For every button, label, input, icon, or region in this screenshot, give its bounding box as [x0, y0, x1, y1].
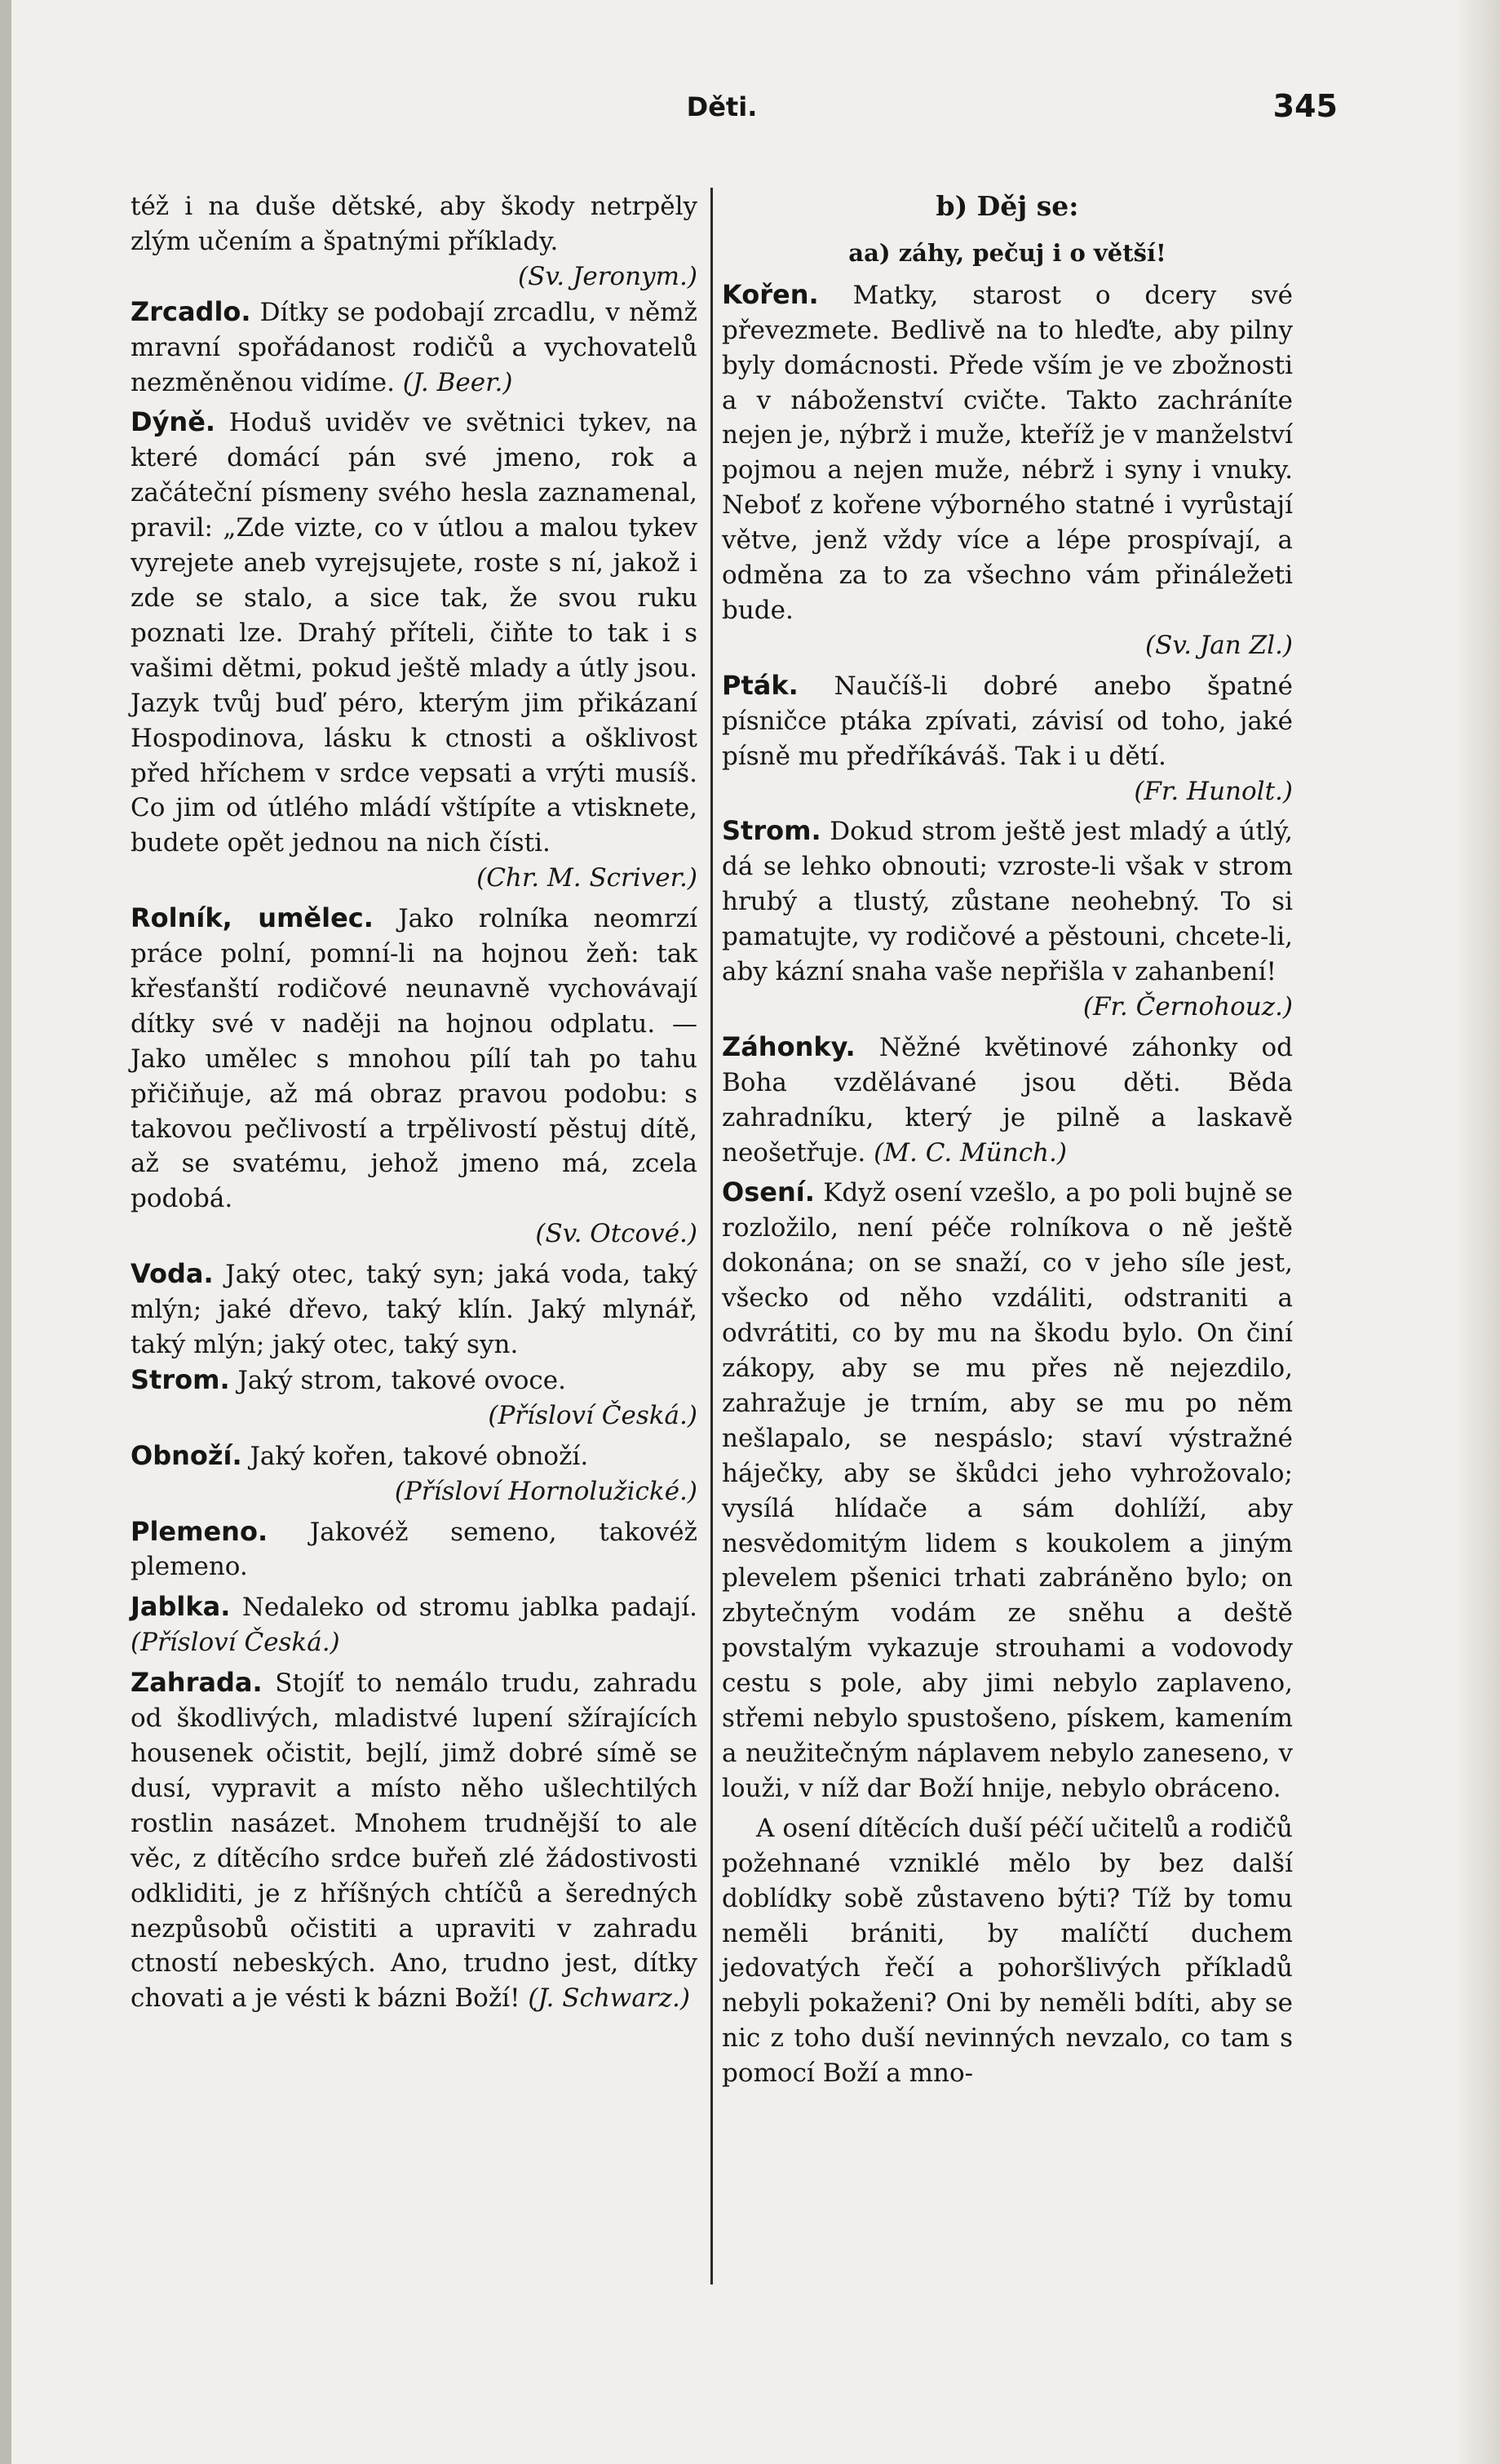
entry-text: Matky, starost o dcery své převezmete. Bedlivě na to hleďte, aby pilny byly domácnosti. Přede vším je ve zbožnosti a v náboženství cvičte. Takto zachráníte nejen je, nýbrž i muže, kteříž je v manželství pojmou a nejen muže, nébrž i syny i vnuky. Neboť z kořene výborného statné i vyrůstají větve, jenž vždy více a lépe prospívají, a odměna za to za všechno vám přináležeti bude. [722, 280, 1293, 625]
page-edge-shadow [0, 0, 11, 2464]
entry-text: Nedaleko od stromu jablka padají. [241, 1593, 697, 1623]
entry-heading: Jablka. [131, 1591, 231, 1623]
entry-zahrada [131, 1665, 697, 2016]
entry-zahonky [722, 1030, 1293, 1171]
entry-heading: Kořen. [722, 278, 819, 310]
page-number: 345 [1272, 88, 1338, 124]
entry-text: Něžné květinové záhonky od Boha vzdělávané jsou děti. Běda zahradníku, který je pilně a laskavě neošetřuje. [722, 1032, 1293, 1168]
entry-zrcadlo [131, 295, 697, 401]
entry-text: též i na duše dětské, aby škody netrpěly zlým učením a špatnými příklady. [131, 192, 697, 256]
entry-oseni [722, 1175, 1293, 1806]
entry-text: Jako rolníka neomrzí práce polní, pomní-li na hojnou žeň: tak křesťanští rodičové neunavně vychovávají dítky své v naději na hojnou odplatu. — Jako umělec s mnohou pílí tah po tahu přičiňuje, až má obraz pravou podobu: s takovou pečlivostí a trpělivostí pěstuj dítě, až se svatému, jehož jmeno má, zcela podobá. [131, 904, 698, 1214]
entry-text: Dokud strom ještě jest mladý a útlý, dá se lehko obnouti; vzroste-li však v strom hrubý a tlustý, zůstane neohebný. To si pamatujte, vy rodičové a pěstouni, chcete-li, aby kázní snaha vaše nepřišla v zahanbení! [722, 817, 1293, 987]
entry-attribution: (Sv. Otcové.) [535, 1219, 697, 1249]
subsection-heading: aa) záhy, pečuj i o větší! [848, 238, 1166, 267]
entry-heading: Pták. [722, 669, 799, 701]
entry-text: Jaký otec, taký syn; jaká voda, taký mlýn; jaké dřevo, taký klín. Jaký mlynář, taký mlýn; jaký otec, taký syn. [131, 1260, 697, 1359]
entry-attribution: (Sv. Jeronym.) [518, 261, 697, 291]
entry-heading: Osení. [722, 1177, 815, 1208]
entry-attribution: (M. C. Münch.) [874, 1137, 1067, 1168]
entry-attribution: (J. Schwarz.) [528, 1983, 690, 2014]
entry-text: Jakovéž semeno, takovéž plemeno. [131, 1517, 697, 1582]
entry-heading: Zrcadlo. [131, 295, 251, 327]
entry-plemeno [131, 1514, 697, 1585]
section-heading: b) Děj se: [936, 190, 1079, 222]
entry-ptak [722, 668, 1293, 774]
entry-text: Stojíť to nemálo trudu, zahradu od škodlivých, mladistvé lupení sžírajících housenek očistit, bejlí, jimž dobré símě se dusí, vypravit a místo něho ušlechtilých rostlin nasázet. Mnohem trudnější to ale věc, z dítěcího srdce buřeň zlé žádostivosti odkliditi, je z hříšných chtíčů a šeredných nezpůsobů očistiti a upraviti v zahradu ctností nebeských. Ano, trudno jest, dítky chovati a je vésti k bázni Boží! [131, 1669, 697, 2014]
entry-heading: Strom. [131, 1363, 230, 1395]
entry-heading: Zahrada. [131, 1667, 263, 1699]
entry-heading: Plemeno. [131, 1515, 268, 1547]
entry-rolnik-umelec [131, 901, 697, 1216]
entry-heading: Voda. [131, 1258, 214, 1290]
left-column [131, 189, 697, 2016]
entry-text: Jaký kořen, takové obnoží. [250, 1441, 589, 1471]
entry-text: Jaký strom, takové ovoce. [237, 1365, 566, 1395]
entry-attribution: (Fr. Černohouz.) [1082, 991, 1293, 1021]
entry-text: Dítky se podobají zrcadlu, v němž mravní spořádanost rodičů a vychovatelů nezměněnou vidíme. [131, 297, 697, 397]
entry-text: Naučíš-li dobré anebo špatné písničce ptáka zpívati, závisí od toho, jaké písně mu předříkáváš. Tak i u dětí. [722, 671, 1293, 771]
entry-heading: Strom. [722, 815, 821, 847]
entry-attribution: (Přísloví Hornolužické.) [394, 1476, 697, 1506]
entry-koren [722, 277, 1293, 628]
entry-heading: Rolník, umělec. [131, 902, 374, 934]
entry-continuation [131, 189, 697, 259]
entry-attribution: (Přísloví Česká.) [131, 1628, 340, 1658]
entry-attribution: (Přísloví Česká.) [488, 1400, 697, 1430]
right-column [722, 189, 1293, 2091]
entry-strom-right [722, 813, 1293, 990]
entry-attribution: (Sv. Jan Zl.) [1144, 630, 1293, 660]
entry-heading: Obnoží. [131, 1439, 242, 1471]
entry-text: Když osení vzešlo, a po poli bujně se rozložilo, není péče rolníkova o ně ještě dokonána; on se snaží, co v jeho síle jest, všecko od něho vzdáliti, odstraniti a odvrátiti, co by mu na škodu bylo. On činí zákopy, aby se mu přes ně nejezdilo, zahražuje je trním, aby se mu po něm nešlapalo, se nespáslo; staví výstražné háječky, aby se škůdci jeho vyhrožovalo; vysílá hlídače a sám dohlíží, aby nesvědomitým lidem s koukolem a jiným plevelem pšenici trhati zabráněno bylo; on zbytečným vodám ze sněhu a deště povstalým vykazuje strouhami a vodovody cestu s pole, aby jimi nebylo zaplaveno, střemi nebylo spustošeno, pískem, kamením a neužitečným náplavem nebylo zaneseno, v louži, v níž dar Boží hnije, nebylo obráceno. [722, 1178, 1293, 1803]
entry-dyne [131, 405, 697, 861]
entry-attribution: (J. Beer.) [402, 367, 513, 397]
page-edge-right [1459, 0, 1500, 2464]
entry-obnozi [131, 1438, 697, 1474]
entry-attribution: (Chr. M. Scriver.) [476, 863, 697, 893]
entry-strom [131, 1363, 697, 1398]
entry-attribution: (Fr. Hunolt.) [1134, 776, 1293, 806]
entry-heading: Záhonky. [722, 1030, 856, 1062]
entry-heading: Dýně. [131, 406, 216, 438]
closing-paragraph: A osení dítěcích duší péčí učitelů a rodičů požehnané vzniklé mělo by bez další doblídky sobě zůstaveno býti? Tíž by tomu neměli brániti, by malíčtí duchem jedovatých řečí a pohoršlivých příkladů nebyli pokaženi? Oni by neměli bdíti, aby se nic z toho duší nevinných nevzalo, co tam s pomocí Boží a mno- [722, 1813, 1293, 2089]
running-title: Děti. [686, 91, 758, 122]
column-divider [710, 188, 713, 2285]
entry-text: Hoduš uviděv ve světnici tykev, na které domácí pán své jmeno, rok a začáteční písmeny svého hesla zaznamenal, pravil: „Zde vizte, co v útlou a malou tykev vyrejete aneb vyrejsujete, roste s ní, jakož i zde se stalo, a sice tak, že svou ruku poznati lze. Drahý příteli, čiňte to tak i s vašimi dětmi, pokud ještě mlady a útly jsou. Jazyk tvůj buď péro, kterým jim přikázaní Hospodinova, lásku k ctnosti a ošklivost před hříchem v srdce vepsati a vrýti musíš. Co jim od útlého mládí vštípíte a vtisknete, budete opět jednou na nich čísti. [131, 408, 697, 858]
entry-jablka [131, 1589, 697, 1660]
entry-voda [131, 1256, 697, 1363]
